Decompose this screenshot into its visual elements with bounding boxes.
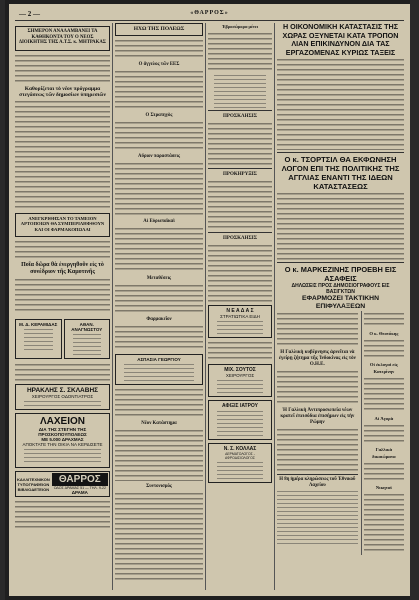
article-body bbox=[15, 100, 110, 210]
article-body bbox=[364, 424, 404, 444]
ad-aspasia-text bbox=[124, 363, 194, 381]
divider bbox=[277, 474, 358, 475]
ad-dentist bbox=[15, 384, 110, 410]
article-body bbox=[115, 284, 203, 314]
column-rule bbox=[205, 23, 206, 590]
newspaper-page bbox=[9, 4, 410, 596]
ad-dentist-name: ΗΡΑΚΛΗΣ Σ. ΣΚΛΑΒΗΣ bbox=[26, 387, 99, 394]
headline-2: Καθορίζεται τὸ νέον πρόγραμμα στεγάσεως τῶν δημοσίων ὑπηρεσιῶν bbox=[19, 85, 106, 98]
ad-aspasia bbox=[115, 354, 203, 385]
article-body bbox=[208, 341, 272, 361]
masthead bbox=[19, 10, 400, 20]
scan-left-edge bbox=[0, 0, 5, 600]
ad-lottery-prize: ΜΕ 5.000 ΔΡΑΧΜΑΣ bbox=[41, 437, 84, 442]
article-body bbox=[15, 240, 110, 260]
headline-markezinis: Ο κ. ΜΑΡΚΕΖΙΝΗΣ ΠΡΟΕΒΗ ΕΙΣ ΑΣΑΦΕΙΣ bbox=[284, 265, 397, 283]
ad-printshop-label-2: ΤΥΠΟΓΡΑΦΕΙΟΝ bbox=[17, 481, 50, 487]
ad-doctor-arrival bbox=[208, 400, 272, 440]
headline-box-echo bbox=[115, 23, 203, 36]
article-body bbox=[15, 363, 110, 381]
ad-nea-sub: ΣΤΡΑΤΙΩΤΙΚΑ ΕΙΔΗ bbox=[220, 314, 260, 319]
ad-aspasia-name: ΑΣΠΑΣΙΑ ΓΕΩΡΓΙΟΥ bbox=[137, 357, 181, 362]
ad-lottery-title: ΛΑΧΕΙΟΝ bbox=[39, 416, 85, 427]
headline-markezinis-sub2: ΕΦΑΡΜΟΖΕΙ ΤΑΚΤΙΚΗΝ ΕΠΙΦΥΛΑΞΕΩΝ bbox=[301, 295, 379, 310]
side-head-5: Νικηταὶ bbox=[375, 485, 392, 490]
side-head-3: Αἱ Ἀγορὰ bbox=[374, 416, 394, 421]
column-rule bbox=[274, 23, 275, 590]
article-body bbox=[115, 388, 203, 418]
headline-markezinis-sub: ΔΗΛΩΣΕΙΣ ΠΡΟΣ ΔΗΜΟΣΙΟΓΡΑΦΟΥΣ ΕΙΣ ΒΑΣΙΓΚΤΩΝ bbox=[291, 283, 390, 295]
notice-body bbox=[208, 244, 272, 302]
ad-printshop-labels bbox=[17, 477, 50, 492]
ad-dentist-role: ΧΕΙΡΟΥΡΓΟΣ ΟΔΟΝΤΙΑΤΡΟΣ bbox=[31, 394, 94, 399]
headline-4: Ποῖα δῶρα θὰ ἐνεργηθοῦν εἰς τὸ συνέδριον τῆς Καμοτινῆς bbox=[21, 262, 104, 275]
subhead-6: Φαρμακεῖον bbox=[146, 317, 172, 322]
page-number: — 2 — bbox=[19, 10, 40, 18]
article-body bbox=[115, 227, 203, 273]
ad-soutos-role: ΧΕΙΡΟΥΡΓΟΣ bbox=[225, 373, 255, 378]
lower-right bbox=[361, 311, 404, 555]
article-body bbox=[115, 39, 203, 59]
article-body bbox=[115, 70, 203, 110]
article-body bbox=[277, 370, 358, 406]
divider bbox=[277, 262, 404, 263]
ad-arrival-title: ΑΦΙΞΙΣ ΙΑΤΡΟΥ bbox=[221, 403, 259, 409]
ad-lottery-line: ΑΠΟΚΤΑΤΕ ΤΗΝ ΟΙΚΙΑ ΝΑ ΚΕΡΔΙΣΕΤΕ bbox=[22, 442, 103, 447]
article-body bbox=[277, 58, 404, 150]
headline-france: Η Γαλλικὴ κυβέρνησις ἀρνεῖται νὰ ἐγείρῃ ζήτημα τῆς Ἰνδοκίνας εἰς τὸν Ο.Η.Ε. bbox=[278, 350, 356, 367]
ad-printshop-title: ΘΑΡΡΟΣ bbox=[52, 473, 108, 486]
column-4 bbox=[277, 23, 404, 590]
divider bbox=[208, 110, 272, 111]
lower-split bbox=[277, 311, 404, 555]
side-head-4: Γαλλικὰ δικαιώματα bbox=[372, 447, 396, 459]
notice-title-1: ΠΡΟΣΚΛΗΣΙΣ bbox=[223, 114, 257, 119]
article-body bbox=[364, 462, 404, 482]
small-ads-row bbox=[15, 316, 110, 362]
divider bbox=[208, 232, 272, 233]
ad-dentist-text bbox=[24, 400, 101, 406]
side-head-2: Οἱ ἐκλογαὶ εἰς Κατερίνην bbox=[369, 362, 398, 374]
ad-printshop-label-1: ΚΑΛΛΙΤΕΧΝΙΚΟΝ bbox=[17, 476, 50, 482]
article-body bbox=[364, 493, 404, 553]
subhead-8: Συντονισμός bbox=[146, 484, 172, 489]
ad-kollas-name: Ν. Σ. ΚΟΛΛΑΣ bbox=[223, 446, 257, 452]
masthead-rule bbox=[15, 20, 404, 21]
notice-title-2: ΠΡΟΚΗΡΥΞΙΣ bbox=[223, 172, 257, 177]
article-body bbox=[277, 192, 404, 260]
ad-lottery-text bbox=[24, 448, 101, 464]
ad-arrival-text bbox=[217, 410, 263, 436]
headline-churchill: Ο κ. ΤΣΟΡΤΣΙΛ ΘΑ ΕΚΦΩΝΗΣΗ ΛΟΓΟΝ ΕΠΙ ΤΗΣ ΠΟΛΙΤΙΚΗΣ ΤΗΣ ΑΓΓΛΙΑΣ ΕΝΑΝΤΙ ΤΗΣ ΙΔΕΩΝ ΚΑΤΑΣΤΑΣΕΩΣ bbox=[281, 155, 400, 191]
article-body bbox=[15, 54, 110, 84]
lottery-results-table bbox=[277, 490, 358, 546]
lower-left bbox=[277, 311, 358, 555]
article-body bbox=[277, 312, 358, 348]
divider bbox=[277, 152, 404, 153]
divider bbox=[208, 168, 272, 169]
ad-lawyer-text bbox=[73, 333, 102, 355]
headline-rome: Ἡ Γαλλικὴ Ἀντιπροσωπεία νέων κρατεῖ ἐπεισόδια ἐπισήμων εἰς τὴν Ρώμην bbox=[280, 408, 355, 425]
headline-box-1 bbox=[15, 26, 110, 51]
article-body bbox=[364, 312, 404, 328]
ad-nea bbox=[208, 305, 272, 338]
ad-kollas-role: ΔΕΡΜΑΤΟΛΟΓΟΣ - ΑΦΡΟΔΙΣΙΟΛΟΓΟΣ bbox=[225, 452, 255, 460]
ad-soutos-text bbox=[217, 379, 263, 393]
column-2 bbox=[115, 23, 203, 590]
ad-soutos-name: ΜΙΧ. ΣΟΥΤΟΣ bbox=[224, 367, 256, 373]
subhead-4: Αἱ Εὐρωπαϊκαὶ bbox=[143, 219, 175, 224]
ad-lottery-sub: ΔΙΑ ΤΗΣ ΣΤΕΓΗΝ ΤΗΣ ΠΡΟΣΚΟΠΟΥΠΟΛΕΩΣ bbox=[38, 427, 87, 437]
column-1 bbox=[15, 23, 110, 590]
article-body bbox=[115, 492, 203, 582]
main-headline: Η ΟΙΚΟΝΟΜΙΚΗ ΚΑΤΑΣΤΑΣΙΣ ΤΗΣ ΧΩΡΑΣ ΟΞΥΝΕΤΑΙ ΚΑΤΑ ΤΡΟΠΟΝ ΛΙΑΝ ΕΠΙΚΙΝΔΥΝΟΝ ΔΙΑ ΤΑΣ ΕΡΓΑΖΟΜΕΝΑΣ ΚΥΡΙΩΣ ΤΑΞΕΙΣ bbox=[282, 23, 399, 57]
article-body bbox=[364, 339, 404, 359]
subhead-5: Μεταθέσεις bbox=[146, 276, 172, 281]
headline-box-3 bbox=[15, 213, 110, 238]
headline-box-3-text: ΑΝΕΓΚΡΙΘΗΣΑΝ ΤΟ ΤΑΜΕΙΟΝ ΑΡΤΟΠΟΙΩΝ ΘΑ ΣΥΜΠΕΡΙΛΗΦΘΟΥΝ ΚΑΙ ΟΙ ΦΑΡΜΑΚΟΠΩΛΑΙ bbox=[20, 215, 105, 232]
article-body bbox=[115, 162, 203, 216]
article-body bbox=[115, 429, 203, 481]
notice-body bbox=[208, 122, 272, 166]
article-body bbox=[15, 500, 110, 530]
col3-head: Ἐβροσώμορα μένει bbox=[221, 24, 259, 29]
lottery-table-title: Η 8η ἡμέρα κληρώσεως τοῦ Ἐθνικοῦ Λαχείου bbox=[279, 477, 356, 488]
ad-doctor bbox=[15, 319, 62, 359]
subhead-1: Ο ἄγγελος τῶν ΕΕΣ bbox=[138, 62, 180, 67]
article-body bbox=[208, 32, 272, 72]
column-text bbox=[214, 74, 266, 108]
ad-printshop-address: ΟΔΟΣ ΔΡΑΜΑΣ 51 — ΤΗΛ. 9-22 bbox=[53, 486, 107, 490]
ad-printshop-city: ΔΡΑΜΑ bbox=[71, 490, 88, 495]
scan-right-edge bbox=[410, 0, 419, 600]
article-body bbox=[115, 121, 203, 151]
article-body bbox=[15, 278, 110, 314]
ad-kollas-text bbox=[217, 461, 263, 479]
ad-soutos bbox=[208, 364, 272, 397]
ad-lawyer bbox=[64, 319, 111, 359]
side-head-1: Ο κ. Θεοτόκης bbox=[369, 331, 399, 336]
article-body bbox=[115, 325, 203, 351]
subhead-7: Νέον Κατάστημα bbox=[141, 421, 177, 426]
article-body bbox=[277, 428, 358, 472]
ad-lottery bbox=[15, 413, 110, 468]
article-body bbox=[364, 377, 404, 413]
echo-title: ΗΧΩ ΤΗΣ ΠΟΛΕΩΣ bbox=[133, 26, 185, 32]
ad-kollas bbox=[208, 443, 272, 483]
ad-printshop-label-3: ΒΙΒΛΙΟΔΕΤΕΙΟΝ bbox=[17, 486, 50, 492]
newspaper-title: «ΘΑΡΡΟΣ» bbox=[190, 10, 229, 16]
ad-doctor-text bbox=[24, 328, 53, 350]
ad-nea-title: Ν Ε Α Δ Α Σ bbox=[226, 308, 254, 314]
subhead-2: Ο Στρατηγὸς bbox=[145, 113, 173, 118]
ad-lawyer-name: ΑΘΑΝ. ΑΝΑΓΝΩΣΤΟΥ bbox=[71, 322, 103, 332]
column-3 bbox=[208, 23, 272, 590]
notice-title-3: ΠΡΟΣΚΛΗΣΙΣ bbox=[223, 236, 257, 241]
headline-box-1-text: ΣΗΜΕΡΟΝ ΑΝΑΛΑΜΒΑΝΕΙ ΤΑ ΚΑΘΗΚΟΝΤΑ ΤΟΥ Ο ΝΕΟΣ ΔΙΟΙΚΗΤΗΣ ΤΗΣ Α.Τ.Σ. κ. ΜΗΤΡΑΚΑΣ bbox=[19, 29, 106, 45]
ad-printshop-brand bbox=[52, 473, 108, 495]
subhead-3: Αὔριον παραστάσεις bbox=[138, 154, 180, 159]
ad-doctor-name: Μ. Δ. ΚΕΡΑΜΙΔΑΣ bbox=[19, 322, 58, 327]
notice-body bbox=[208, 180, 272, 230]
ad-printshop bbox=[15, 471, 110, 497]
column-rule bbox=[112, 23, 113, 590]
ad-nea-text bbox=[217, 320, 263, 334]
